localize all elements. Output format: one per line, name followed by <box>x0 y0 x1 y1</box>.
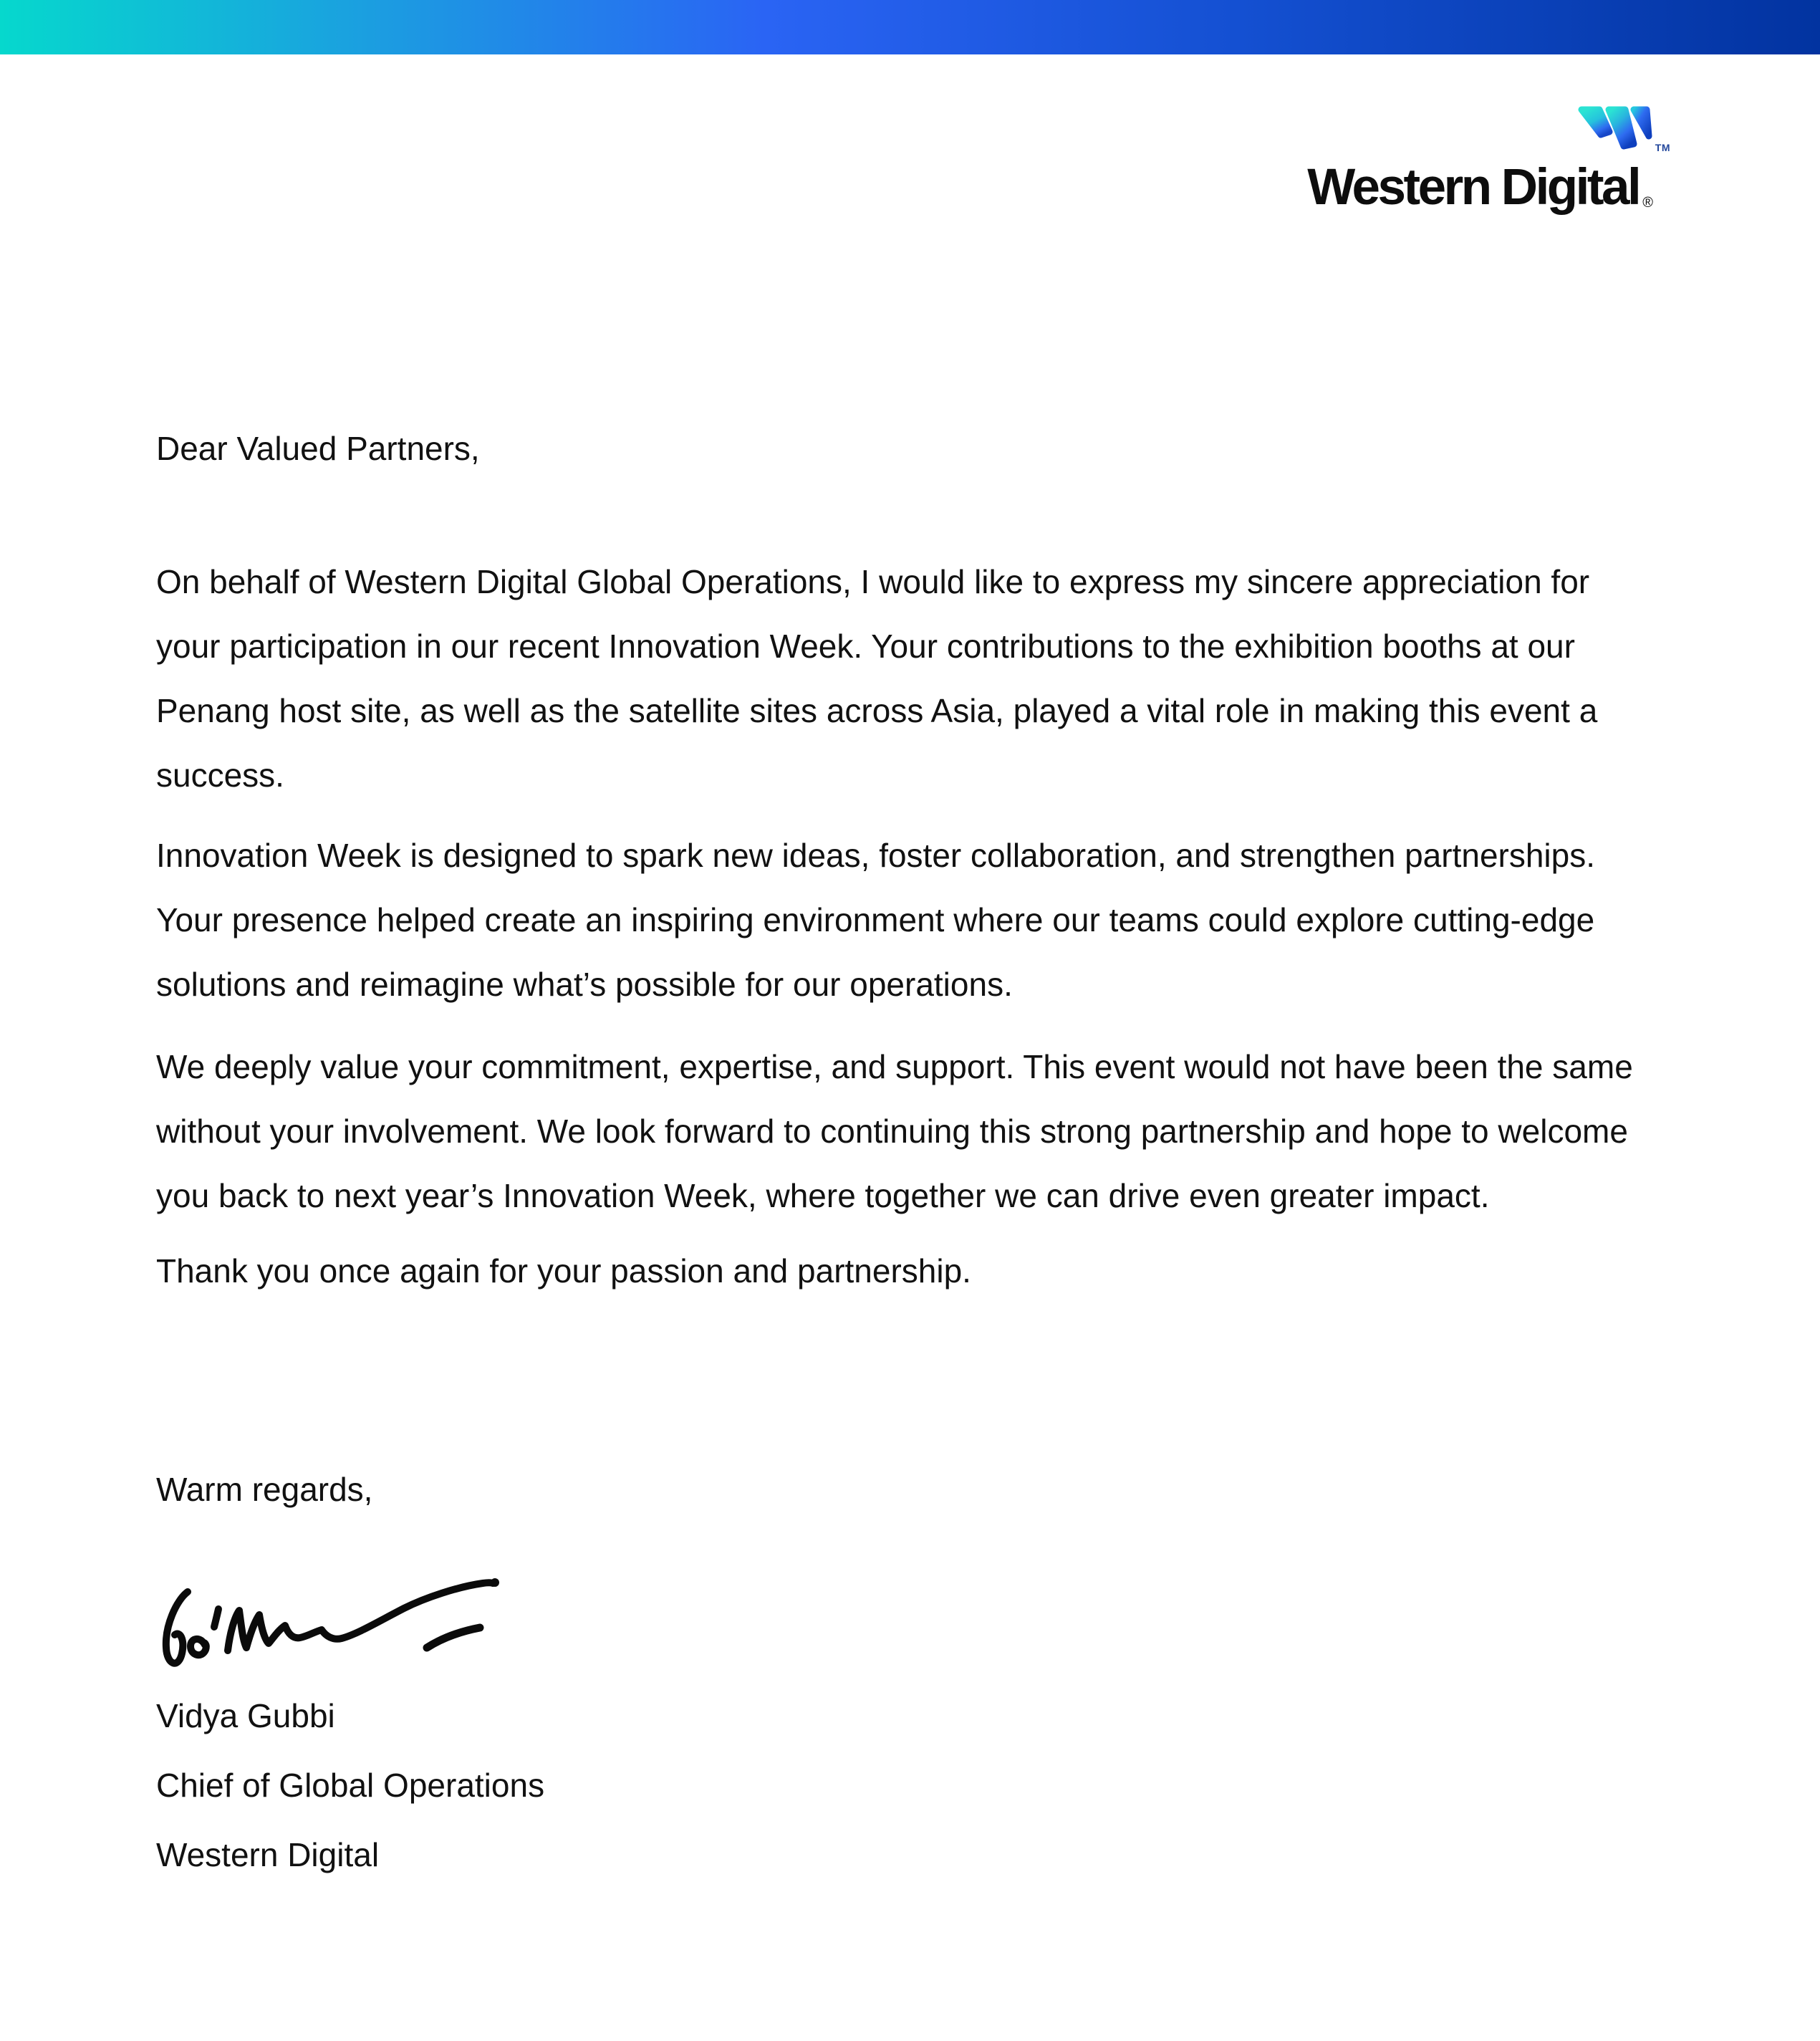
paragraph-4: Thank you once again for your passion and partnership. <box>156 1252 971 1290</box>
closing-line: Warm regards, <box>156 1471 373 1508</box>
paragraph-1: On behalf of Western Digital Global Operations, I would like to express my sincere appreciation for your participation in our recent Innovation Week. Your contributions to the exhibition booths at our Penang host site, as well as the satellite sites across Asia, played a vital role in making this event a success. <box>156 563 1598 794</box>
signer-name: Vidya Gubbi <box>156 1697 335 1734</box>
letter-body <box>156 54 1660 1887</box>
signature-image <box>156 1565 543 1673</box>
signer-company: Western Digital <box>156 1836 380 1873</box>
salutation: Dear Valued Partners, <box>156 430 480 467</box>
paragraph-3: We deeply value your commitment, expertise, and support. This event would not have been the same without your involvement. We look forward to continuing this strong partnership and hope to welcome you back to next year’s Innovation Week, where together we can drive even greater impact. <box>156 1048 1633 1214</box>
registered-symbol: ® <box>1642 195 1653 211</box>
trademark-symbol: TM <box>1655 142 1670 153</box>
header-gradient-bar <box>0 0 1820 54</box>
signature-block <box>156 1565 1660 1673</box>
signer-title: Chief of Global Operations <box>156 1767 545 1804</box>
paragraph-2: Innovation Week is designed to spark new ideas, foster collaboration, and strengthen partnerships. Your presence helped create an inspiring environment where our teams could explore cutting-edge solutions and reimagine what’s possible for our operations. <box>156 837 1596 1003</box>
brand-wordmark: Western Digital <box>1307 159 1640 216</box>
